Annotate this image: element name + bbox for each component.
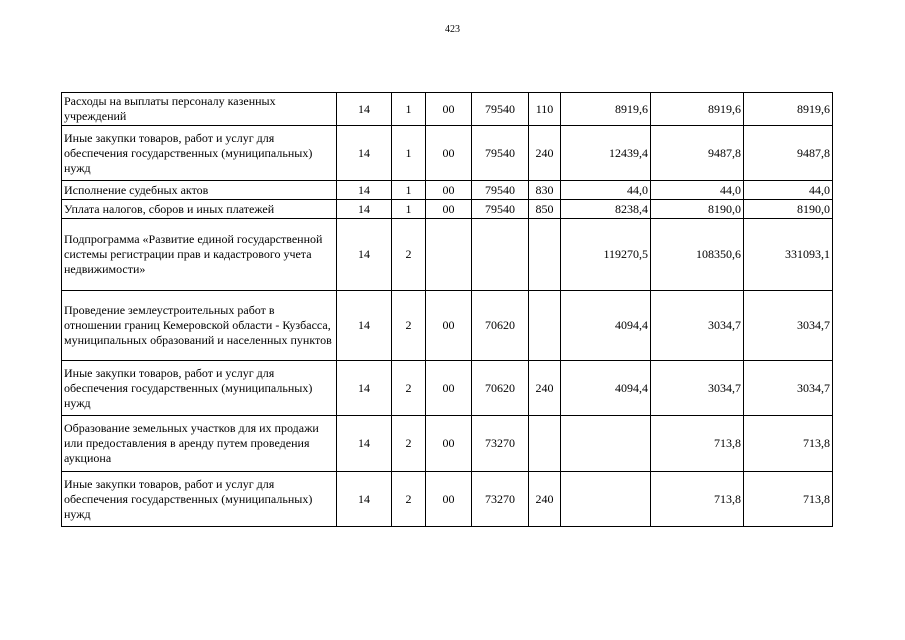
cell-code-3: 00 (426, 291, 472, 361)
cell-code-4: 79540 (472, 181, 529, 200)
cell-code-4: 79540 (472, 200, 529, 219)
cell-value-3: 3034,7 (744, 291, 833, 361)
cell-value-2: 713,8 (651, 472, 744, 527)
cell-value-3: 44,0 (744, 181, 833, 200)
cell-code-5: 240 (529, 126, 561, 181)
cell-code-4: 73270 (472, 472, 529, 527)
cell-code-5: 850 (529, 200, 561, 219)
cell-code-4: 79540 (472, 93, 529, 126)
cell-code-1: 14 (337, 126, 392, 181)
cell-value-3: 8190,0 (744, 200, 833, 219)
cell-code-5 (529, 416, 561, 472)
cell-code-1: 14 (337, 219, 392, 291)
page-number: 423 (445, 24, 460, 35)
cell-code-1: 14 (337, 472, 392, 527)
cell-code-5: 240 (529, 361, 561, 416)
table-row (62, 219, 833, 291)
cell-code-2: 2 (392, 291, 426, 361)
cell-code-4: 70620 (472, 291, 529, 361)
row-name: Уплата налогов, сборов и иных платежей (62, 200, 337, 219)
cell-value-1: 119270,5 (561, 219, 651, 291)
cell-code-3: 00 (426, 126, 472, 181)
cell-value-3: 9487,8 (744, 126, 833, 181)
cell-value-2: 3034,7 (651, 291, 744, 361)
cell-value-2: 44,0 (651, 181, 744, 200)
cell-code-4: 73270 (472, 416, 529, 472)
cell-code-5: 830 (529, 181, 561, 200)
cell-code-5 (529, 219, 561, 291)
table-row (62, 472, 833, 527)
cell-value-2: 108350,6 (651, 219, 744, 291)
cell-code-1: 14 (337, 416, 392, 472)
cell-code-2: 2 (392, 416, 426, 472)
cell-value-2: 8919,6 (651, 93, 744, 126)
cell-value-2: 3034,7 (651, 361, 744, 416)
cell-code-3: 00 (426, 200, 472, 219)
row-name: Иные закупки товаров, работ и услуг для обеспечения государственных (муниципальных) нужд (62, 472, 337, 527)
cell-value-1 (561, 472, 651, 527)
table-row (62, 181, 833, 200)
cell-value-2: 9487,8 (651, 126, 744, 181)
cell-code-3 (426, 219, 472, 291)
row-name: Подпрограмма «Развитие единой государственной системы регистрации прав и кадастрового учета недвижимости» (62, 219, 337, 291)
cell-value-3: 3034,7 (744, 361, 833, 416)
budget-table (61, 92, 833, 527)
cell-value-3: 713,8 (744, 472, 833, 527)
cell-code-2: 2 (392, 361, 426, 416)
cell-code-3: 00 (426, 416, 472, 472)
cell-value-1: 44,0 (561, 181, 651, 200)
cell-code-3: 00 (426, 472, 472, 527)
table-row (62, 416, 833, 472)
cell-code-1: 14 (337, 181, 392, 200)
cell-value-2: 713,8 (651, 416, 744, 472)
cell-code-4 (472, 219, 529, 291)
table-row (62, 361, 833, 416)
cell-value-1: 4094,4 (561, 291, 651, 361)
cell-code-5: 240 (529, 472, 561, 527)
table-row (62, 126, 833, 181)
cell-value-1: 4094,4 (561, 361, 651, 416)
row-name: Иные закупки товаров, работ и услуг для обеспечения государственных (муниципальных) нужд (62, 361, 337, 416)
cell-value-1: 8919,6 (561, 93, 651, 126)
row-name: Иные закупки товаров, работ и услуг для обеспечения государственных (муниципальных) нужд (62, 126, 337, 181)
row-name: Исполнение судебных актов (62, 181, 337, 200)
table-row (62, 200, 833, 219)
cell-value-2: 8190,0 (651, 200, 744, 219)
cell-code-2: 1 (392, 126, 426, 181)
cell-code-4: 79540 (472, 126, 529, 181)
cell-code-3: 00 (426, 93, 472, 126)
cell-code-1: 14 (337, 200, 392, 219)
cell-value-1: 8238,4 (561, 200, 651, 219)
cell-code-3: 00 (426, 181, 472, 200)
cell-code-2: 2 (392, 219, 426, 291)
table-row (62, 93, 833, 126)
cell-value-3: 713,8 (744, 416, 833, 472)
cell-code-5 (529, 291, 561, 361)
cell-value-3: 8919,6 (744, 93, 833, 126)
cell-code-2: 1 (392, 181, 426, 200)
cell-code-3: 00 (426, 361, 472, 416)
table-row (62, 291, 833, 361)
cell-value-1: 12439,4 (561, 126, 651, 181)
cell-code-2: 2 (392, 472, 426, 527)
cell-code-2: 1 (392, 200, 426, 219)
cell-code-5: 110 (529, 93, 561, 126)
row-name: Проведение землеустроительных работ в отношении границ Кемеровской области - Кузбасса, муниципальных образований и населенных пунктов (62, 291, 337, 361)
cell-code-1: 14 (337, 361, 392, 416)
cell-code-2: 1 (392, 93, 426, 126)
row-name: Расходы на выплаты персоналу казенных учреждений (62, 93, 337, 126)
cell-code-1: 14 (337, 291, 392, 361)
cell-code-1: 14 (337, 93, 392, 126)
cell-code-4: 70620 (472, 361, 529, 416)
row-name: Образование земельных участков для их продажи или предоставления в аренду путем проведения аукциона (62, 416, 337, 472)
cell-value-1 (561, 416, 651, 472)
cell-value-3: 331093,1 (744, 219, 833, 291)
